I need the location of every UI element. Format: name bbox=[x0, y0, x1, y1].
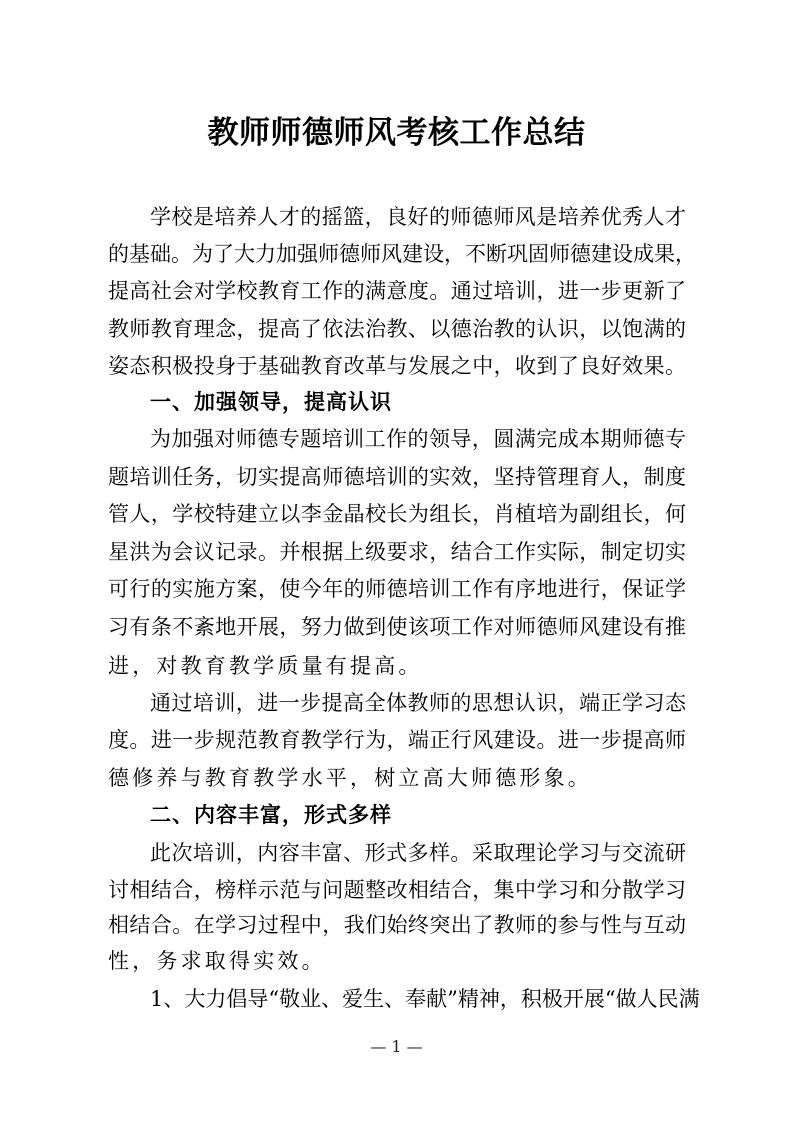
paragraph-line: 此次培训，内容丰富、形式多样。采取理论学习与交流研 bbox=[150, 841, 686, 865]
paragraph-line: 性，务求取得实效。 bbox=[108, 949, 326, 973]
paragraph-line: 的基础。为了大力加强师德师风建设，不断巩固师德建设成果， bbox=[108, 242, 696, 266]
paragraph-line: 为加强对师德专题培训工作的领导，圆满完成本期师德专 bbox=[150, 427, 686, 451]
paragraph-line: 学校是培养人才的摇篮，良好的师德师风是培养优秀人才 bbox=[150, 205, 686, 229]
paragraph-line: 1、大力倡导“敬业、爱生、奉献”精神，积极开展“做人民满 bbox=[150, 987, 700, 1011]
paragraph-line: 进，对教育教学质量有提高。 bbox=[108, 654, 423, 678]
paragraph-line: 通过培训，进一步提高全体教师的思想认识，端正学习态 bbox=[150, 691, 686, 715]
paragraph-line: 星洪为会议记录。并根据上级要求，结合工作实际，制定切实 bbox=[108, 540, 686, 564]
paragraph-line: 题培训任务，切实提高师德培训的实效，坚持管理育人，制度 bbox=[108, 465, 686, 489]
document-title: 教师师德师风考核工作总结 bbox=[207, 115, 586, 151]
paragraph-line: 德修养与教育教学水平，树立高大师德形象。 bbox=[108, 766, 592, 790]
paragraph-line: 讨相结合，榜样示范与问题整改相结合，集中学习和分散学习 bbox=[108, 878, 686, 902]
paragraph-line: 度。进一步规范教育教学行为，端正行风建设。进一步提高师 bbox=[108, 728, 686, 752]
paragraph-line: 可行的实施方案，使今年的师德培训工作有序地进行，保证学 bbox=[108, 577, 686, 601]
paragraph-line: 习有条不紊地开展，努力做到使该项工作对师德师风建设有推 bbox=[108, 615, 686, 639]
paragraph-line: 提高社会对学校教育工作的满意度。通过培训，进一步更新了 bbox=[108, 279, 686, 303]
paragraph-line: 姿态积极投身于基础教育改革与发展之中，收到了良好效果。 bbox=[108, 354, 686, 378]
section-heading: 一、加强领导，提高认识 bbox=[150, 390, 392, 414]
section-heading: 二、内容丰富，形式多样 bbox=[150, 803, 392, 827]
paragraph-line: 相结合。在学习过程中，我们始终突出了教师的参与性与互动 bbox=[108, 913, 686, 937]
paragraph-line: 管人，学校特建立以李金晶校长为组长，肖植培为副组长，何 bbox=[108, 502, 686, 526]
page-number: — 1 — bbox=[370, 1037, 423, 1056]
paragraph-line: 教师教育理念，提高了依法治教、以德治教的认识，以饱满的 bbox=[108, 317, 686, 341]
